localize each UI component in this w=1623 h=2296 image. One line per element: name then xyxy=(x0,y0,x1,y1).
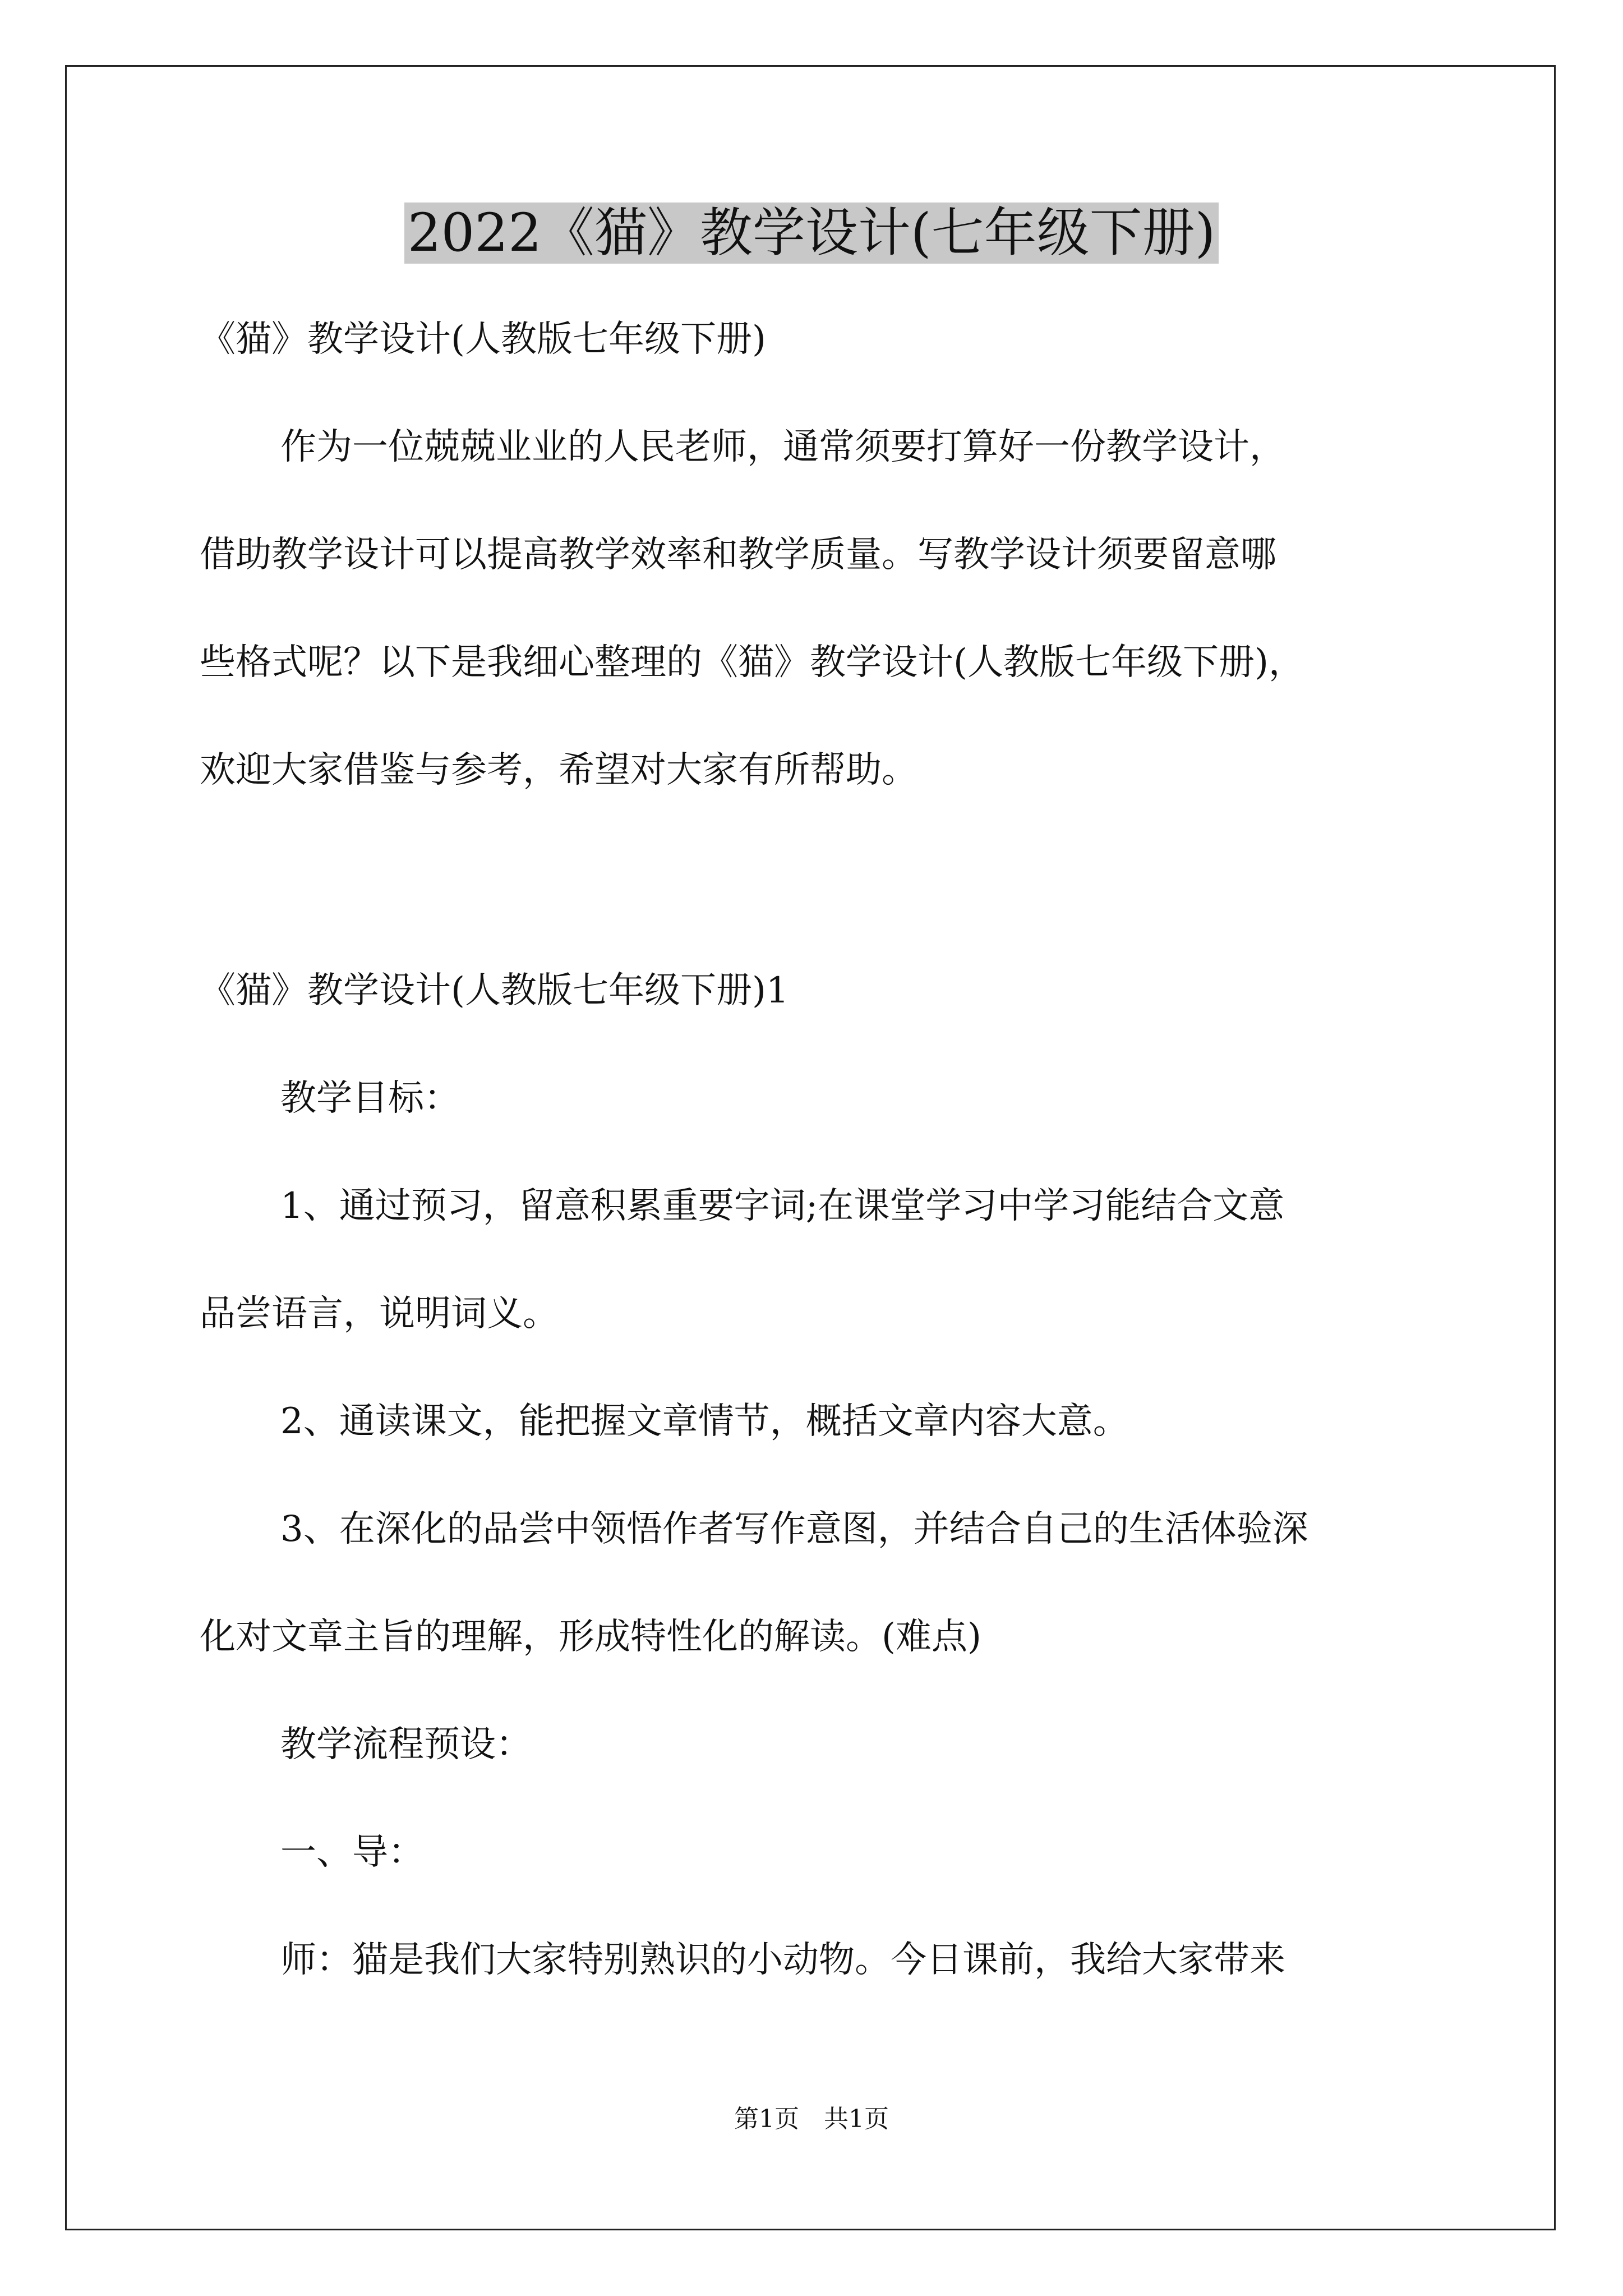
page-frame xyxy=(65,65,1556,2230)
page-number-footer: 第1页 共1页 xyxy=(734,2105,889,2133)
paragraph-line: 品尝语言，说明词义。 xyxy=(200,1293,559,1335)
paragraph-line: 作为一位兢兢业业的人民老师，通常须要打算好一份教学设计， xyxy=(280,426,1285,468)
paragraph-line: 3、在深化的品尝中领悟作者写作意图，并结合自己的生活体验深 xyxy=(280,1508,1308,1550)
document-title xyxy=(0,194,1623,273)
document-title-text: 2022《猫》教学设计(七年级下册) xyxy=(404,203,1219,264)
paragraph-line: 一、导： xyxy=(280,1832,424,1873)
section-heading: 《猫》教学设计(人教版七年级下册)1 xyxy=(200,970,789,1011)
paragraph-line: 教学目标： xyxy=(280,1078,460,1119)
paragraph-line: 师：猫是我们大家特别熟识的小动物。今日课前，我给大家带来 xyxy=(280,1939,1285,1981)
paragraph-line: 2、通读课文，能把握文章情节，概括文章内容大意。 xyxy=(280,1401,1129,1442)
paragraph-line: 些格式呢？以下是我细心整理的《猫》教学设计(人教版七年级下册)， xyxy=(200,642,1304,683)
paragraph-line: 1、通过预习，留意积累重要字词;在课堂学习中学习能结合文意 xyxy=(280,1185,1285,1227)
paragraph-line: 欢迎大家借鉴与参考，希望对大家有所帮助。 xyxy=(200,749,917,791)
paragraph-line: 化对文章主旨的理解，形成特性化的解读。(难点) xyxy=(200,1616,981,1658)
subtitle-line: 《猫》教学设计(人教版七年级下册) xyxy=(200,319,766,360)
paragraph-line: 借助教学设计可以提高教学效率和教学质量。写教学设计须要留意哪 xyxy=(200,534,1276,576)
paragraph-line: 教学流程预设： xyxy=(280,1724,532,1765)
